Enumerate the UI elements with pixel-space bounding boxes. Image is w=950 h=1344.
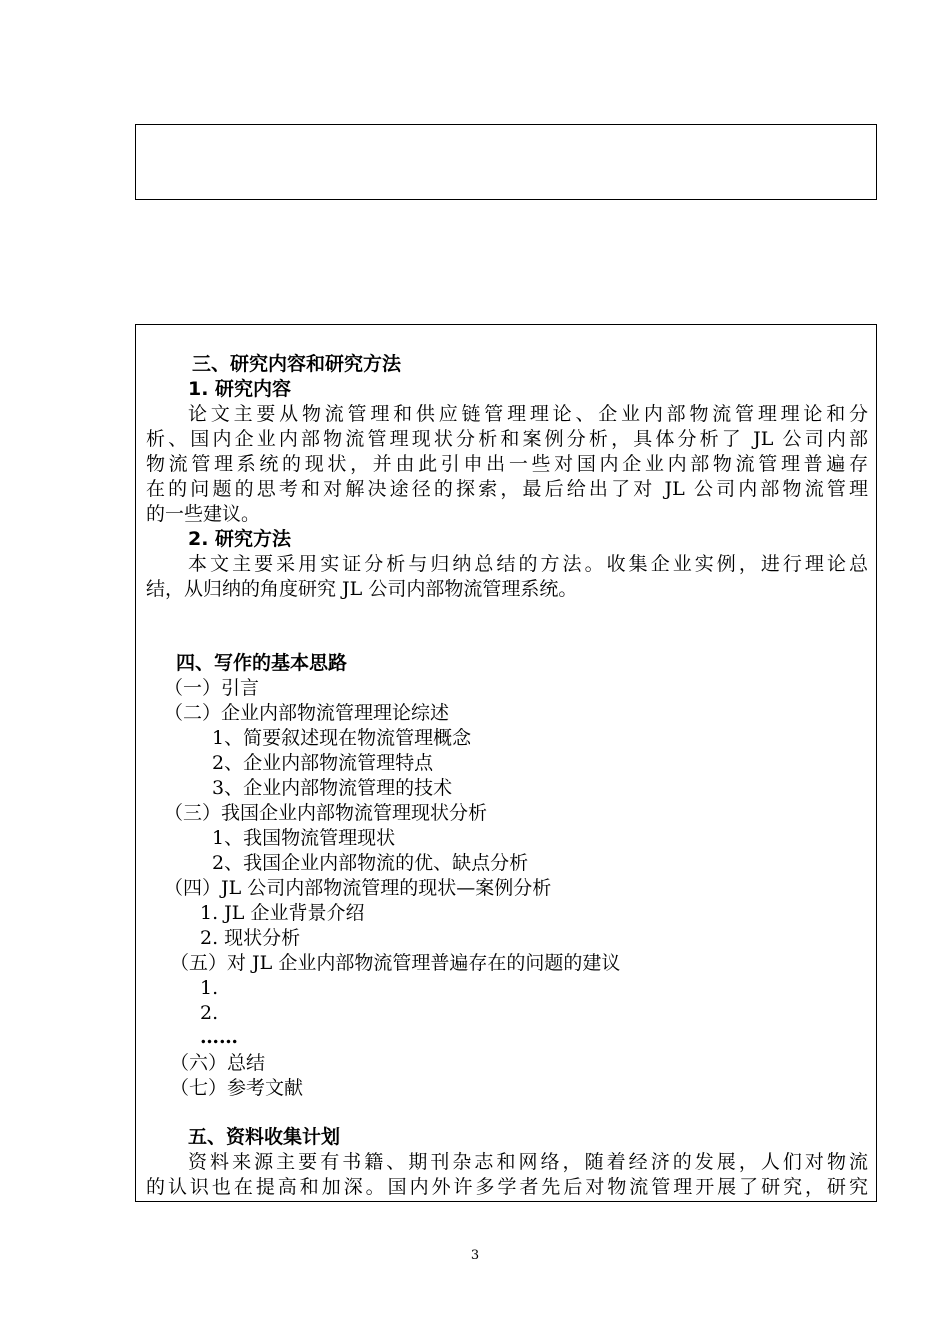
outline-item: （五）对 JL 企业内部物流管理普遍存在的问题的建议 (170, 952, 621, 974)
section3-sub2-heading: 2. 研究方法 (188, 528, 292, 550)
section3-heading: 三、研究内容和研究方法 (192, 353, 402, 375)
paragraph-line: 结，从归纳的角度研究 JL 公司内部物流管理系统。 (146, 578, 578, 600)
outline-subitem: 2、企业内部物流管理特点 (212, 752, 434, 774)
outline-subitem: 2. 现状分析 (200, 927, 301, 949)
paragraph-line: 在的问题的思考和对解决途径的探索，最后给出了对 JL 公司内部物流管理 (146, 478, 868, 500)
outline-subitem: 1、简要叙述现在物流管理概念 (212, 727, 472, 749)
outline-item: （六）总结 (170, 1052, 266, 1074)
paragraph-line: 的一些建议。 (146, 503, 261, 525)
section4-heading: 四、写作的基本思路 (176, 652, 348, 674)
outline-item: （二）企业内部物流管理理论综述 (164, 702, 450, 724)
content-table-cell (135, 324, 877, 1202)
paragraph-line: 资料来源主要有书籍、期刊杂志和网络，随着经济的发展，人们对物流 (188, 1151, 868, 1173)
outline-subitem: 1、我国物流管理现状 (212, 827, 396, 849)
outline-subitem: 1. JL 企业背景介绍 (200, 902, 365, 924)
section5-heading: 五、资料收集计划 (188, 1126, 341, 1148)
page-number: 3 (470, 1248, 480, 1263)
top-table-cell (135, 124, 877, 200)
paragraph-line: 的认识也在提高和加深。国内外许多学者先后对物流管理开展了研究，研究 (146, 1176, 868, 1198)
paragraph-line: 本文主要采用实证分析与归纳总结的方法。收集企业实例，进行理论总 (188, 553, 868, 575)
outline-ellipsis: …… (200, 1026, 238, 1048)
paragraph-line: 物流管理系统的现状，并由此引申出一些对国内企业内部物流管理普遍存 (146, 453, 868, 475)
outline-item: （四）JL 公司内部物流管理的现状—案例分析 (164, 877, 552, 899)
outline-item: （七）参考文献 (170, 1077, 304, 1099)
section3-sub1-heading: 1. 研究内容 (188, 378, 292, 400)
outline-subitem: 2、我国企业内部物流的优、缺点分析 (212, 852, 529, 874)
outline-subitem: 1. (200, 977, 219, 999)
paragraph-line: 析、国内企业内部物流管理现状分析和案例分析，具体分析了 JL 公司内部 (146, 428, 868, 450)
outline-subitem: 2. (200, 1002, 219, 1024)
outline-subitem: 3、企业内部物流管理的技术 (212, 777, 453, 799)
paragraph-line: 论文主要从物流管理和供应链管理理论、企业内部物流管理理论和分 (188, 403, 868, 425)
outline-item: （三）我国企业内部物流管理现状分析 (164, 802, 488, 824)
outline-item: （一）引言 (164, 677, 260, 699)
